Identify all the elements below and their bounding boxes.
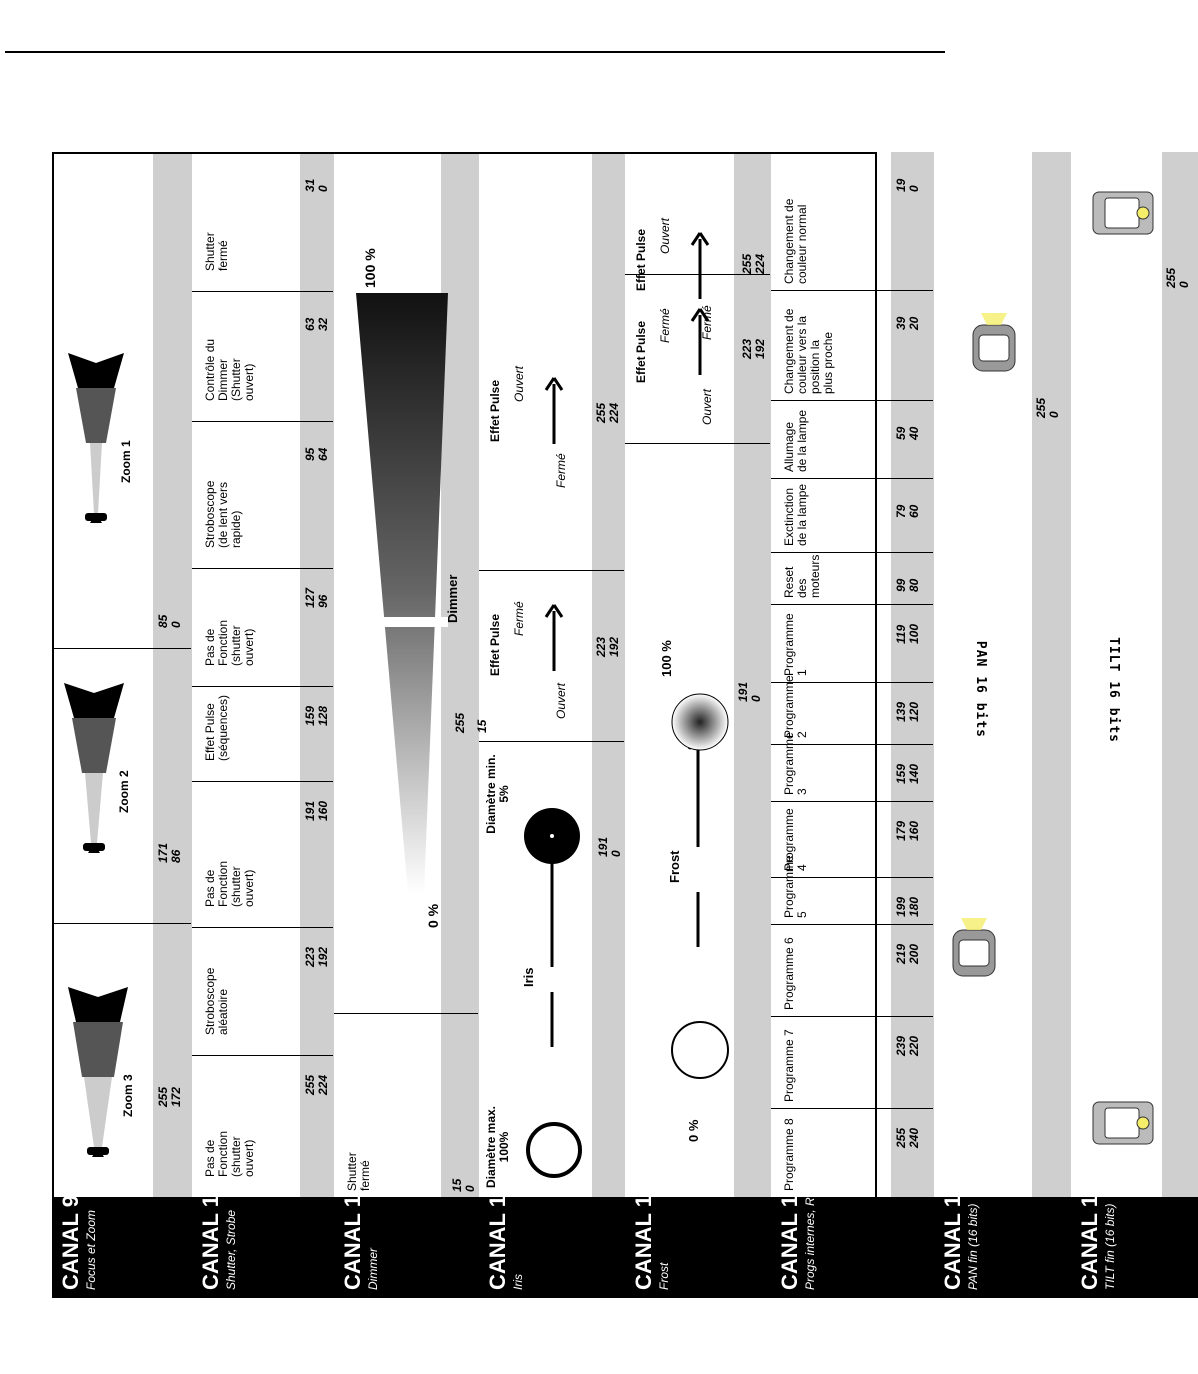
range-low: 0 <box>907 185 921 192</box>
range-high: 191 <box>736 681 750 702</box>
shutter-closed-label: Shutter fermé <box>345 1152 372 1191</box>
range-high: 127 <box>303 587 317 608</box>
channel-14-function-label: Reset des moteurs <box>782 554 822 598</box>
channel-10-function-label: Stroboscope (de lent vers rapide) <box>203 480 243 548</box>
channel-subtitle: Shutter, Strobe <box>224 1209 238 1290</box>
range-high: 159 <box>894 763 908 784</box>
range-high: 95 <box>303 447 317 461</box>
channel-14-cell <box>771 1016 933 1108</box>
range-low: 15 <box>475 719 489 733</box>
diameter-min-label: Diamètre min. 5% <box>484 754 511 834</box>
dimmer-max-label: 100 % <box>362 248 378 288</box>
channel-subtitle: Focus et Zoom <box>84 1209 98 1290</box>
range-low: 172 <box>169 1086 183 1107</box>
closed-label: Fermé <box>554 453 568 488</box>
channel-10-cell <box>192 421 333 568</box>
channel-subtitle: Frost <box>657 1262 671 1290</box>
range-low: 192 <box>316 946 330 967</box>
channel-10-cell <box>192 781 333 927</box>
channel-16-row <box>1071 152 1198 1298</box>
iris-closed-icon <box>522 806 582 866</box>
channel-15-header <box>934 1182 1070 1298</box>
range-high: 255 <box>740 253 754 274</box>
dmx-channel-sheet <box>52 152 1191 1298</box>
range-high: 19 <box>894 178 908 192</box>
tilt-16-bits-label: TILT 16 bits <box>1106 637 1121 743</box>
closed-label: Fermé <box>512 601 526 636</box>
open-label: Ouvert <box>512 365 526 402</box>
pan-head-icon-right <box>969 313 1019 373</box>
channel-subtitle: TILT fin (16 bits) <box>1103 1203 1117 1290</box>
channel-title: CANAL 14 <box>777 1182 802 1290</box>
channel-subtitle: PAN fin (16 bits) <box>966 1203 980 1290</box>
frost-min-label: 0 % <box>686 1119 701 1142</box>
range-high: 191 <box>596 836 610 857</box>
range-high: 255 <box>1034 397 1048 418</box>
pulse-label: Effet Pulse <box>488 613 502 676</box>
range-low: 64 <box>316 447 330 461</box>
range-low: 40 <box>907 426 921 440</box>
range-low: 0 <box>749 695 763 702</box>
channel-14-cell <box>771 1108 933 1197</box>
channel-9-row <box>52 152 192 1298</box>
zoom-label: Zoom 2 <box>117 770 131 813</box>
open-label: Ouvert <box>658 217 672 254</box>
channel-14-function-label: Programme 4 <box>782 808 809 871</box>
range-high: 255 <box>894 1127 908 1148</box>
range-high: 255 <box>594 402 608 423</box>
pulse-arrow <box>537 374 577 444</box>
pulse-arrow <box>537 601 577 671</box>
channel-title: CANAL 9 <box>58 1195 83 1290</box>
channel-10-cell <box>192 568 333 686</box>
tilt-head-icon-right <box>1091 188 1155 238</box>
frost-clear-icon <box>670 1020 730 1080</box>
range-low: 120 <box>907 701 921 722</box>
range-high: 223 <box>594 636 608 657</box>
channel-14-cell <box>771 400 933 478</box>
zoom-3-beam <box>68 987 128 1157</box>
range-high: 119 <box>894 624 908 644</box>
range-low: 96 <box>316 594 330 608</box>
channel-9-header <box>52 1197 191 1298</box>
range-high: 223 <box>740 338 754 359</box>
channel-14-cell <box>771 675 933 744</box>
frost-full-icon <box>670 692 730 752</box>
channel-title: CANAL 11 <box>340 1184 365 1290</box>
range-low: 224 <box>753 253 767 274</box>
channel-subtitle: Dimmer <box>366 1248 380 1290</box>
channel-10-cell <box>192 927 333 1055</box>
range-high: 171 <box>156 842 170 863</box>
range-low: 140 <box>907 763 921 784</box>
channel-10-function-label: Stroboscope aléatoire <box>203 967 230 1035</box>
channel-16-header <box>1071 1182 1198 1298</box>
channel-13-row <box>625 152 771 1298</box>
range-high: 85 <box>156 614 170 628</box>
channel-10-cell <box>192 291 333 421</box>
channel-14-cell <box>771 801 933 877</box>
range-high: 59 <box>894 426 908 440</box>
channel-title: CANAL 16 <box>1077 1182 1102 1290</box>
range-high: 79 <box>894 504 908 518</box>
range-low: 20 <box>907 316 921 330</box>
channel-15-row <box>934 152 1071 1298</box>
range-high: 255 <box>453 712 467 733</box>
channel-14-function-label: Programme 6 <box>782 937 796 1010</box>
range-low: 224 <box>607 402 621 423</box>
channel-14-function-label: Programme 5 <box>782 855 809 918</box>
range-low: 180 <box>907 896 921 917</box>
range-low: 0 <box>463 1185 477 1192</box>
range-low: 200 <box>907 943 921 964</box>
frost-label: Frost <box>667 850 682 883</box>
range-low: 80 <box>907 578 921 592</box>
range-low: 0 <box>609 850 623 857</box>
diameter-max-label: Diamètre max. 100% <box>484 1105 511 1189</box>
range-low: 160 <box>907 820 921 841</box>
range-high: 219 <box>894 943 908 964</box>
channel-10-function-label: Pas de Fonction (shutter ouvert) <box>203 860 256 907</box>
channel-10-row <box>192 152 334 1298</box>
channel-10-function-label: Contrôle du Dimmer (Shutter ouvert) <box>203 338 256 401</box>
range-high: 255 <box>156 1086 170 1107</box>
channel-14-function-label: Programme 1 <box>782 613 809 676</box>
pulse-label: Effet Pulse <box>488 379 502 442</box>
channel-10-cell <box>192 1055 333 1197</box>
iris-open-icon <box>524 1120 584 1180</box>
range-high: 199 <box>894 896 908 917</box>
pulse-label: Effet Pulse <box>634 320 648 383</box>
range-low: 128 <box>316 705 330 726</box>
channel-10-function-label: Pas de Fonction (shutter ouvert) <box>203 619 256 666</box>
dimmer-label: Dimmer <box>445 574 460 623</box>
channel-14-cell <box>771 152 933 290</box>
range-high: 139 <box>894 701 908 722</box>
channel-14-function-label: Programme 2 <box>782 675 809 738</box>
zoom-label: Zoom 3 <box>121 1074 135 1117</box>
range-high: 159 <box>303 705 317 726</box>
channel-14-cell <box>771 290 933 400</box>
closed-label: Fermé <box>658 308 672 343</box>
channel-14-function-label: Programme 8 <box>782 1118 796 1191</box>
channel-14-function-label: Allumage de la lampe <box>782 409 809 472</box>
top-rule <box>5 51 945 53</box>
channel-10-function-label: Pas de Fonction (shutter ouvert) <box>203 1130 256 1177</box>
channel-10-header <box>192 1182 333 1298</box>
channel-14-row <box>771 152 934 1298</box>
range-high: 39 <box>894 316 908 330</box>
range-low: 160 <box>316 800 330 821</box>
zoom-2-beam <box>64 683 124 853</box>
range-low: 240 <box>907 1127 921 1148</box>
channel-14-cell <box>771 855 933 924</box>
frost-max-label: 100 % <box>659 640 674 677</box>
channel-13-header <box>625 1182 770 1298</box>
channel-title: CANAL 15 <box>940 1182 965 1290</box>
channel-14-cell <box>771 604 933 682</box>
range-low: 224 <box>316 1074 330 1095</box>
open-label: Ouvert <box>700 388 714 425</box>
channel-14-function-label: Exctinction de la lampe <box>782 483 809 546</box>
pulse-arrow <box>683 229 723 299</box>
range-high: 179 <box>894 820 908 841</box>
range-high: 223 <box>303 946 317 967</box>
pan-16-bits-label: PAN 16 bits <box>973 640 988 738</box>
range-high: 31 <box>303 178 317 192</box>
iris-label: Iris <box>521 967 536 987</box>
channel-subtitle: Progs internes, Reset <box>803 1174 817 1290</box>
range-low: 192 <box>753 338 767 359</box>
channel-10-function-label: Effet Pulse (séquences) <box>203 694 230 761</box>
range-low: 220 <box>907 1035 921 1056</box>
tilt-head-icon-left <box>1091 1098 1155 1148</box>
range-low: 0 <box>1177 281 1191 288</box>
open-label: Ouvert <box>554 682 568 719</box>
channel-12-header <box>479 1182 624 1298</box>
channel-14-cell <box>771 732 933 801</box>
channel-14-function-label: Programme 3 <box>782 732 809 795</box>
channel-10-cell <box>192 152 333 291</box>
range-low: 32 <box>316 317 330 331</box>
zoom-1-beam <box>66 353 126 523</box>
range-low: 0 <box>169 621 183 628</box>
range-high: 239 <box>894 1035 908 1056</box>
range-high: 15 <box>450 1178 464 1192</box>
range-low: 0 <box>316 185 330 192</box>
range-high: 63 <box>303 317 317 331</box>
closed-label: Fermé <box>700 305 714 340</box>
channel-14-cell <box>771 478 933 552</box>
range-low: 100 <box>907 623 921 644</box>
range-low: 60 <box>907 504 921 518</box>
channel-12-row <box>479 152 625 1298</box>
range-low: 192 <box>607 636 621 657</box>
channel-14-function-label: Programme 7 <box>782 1029 796 1102</box>
zoom-label: Zoom 1 <box>119 440 133 483</box>
dimmer-gradient-bar <box>348 293 448 893</box>
pulse-label: Effet Pulse <box>634 228 648 291</box>
range-high: 99 <box>894 578 908 592</box>
channel-14-header <box>771 1174 933 1298</box>
channel-10-function-label: Shutter fermé <box>203 232 230 271</box>
channel-10-cell <box>192 686 333 781</box>
range-high: 191 <box>303 800 317 821</box>
range-low: 86 <box>169 849 183 863</box>
channel-title: CANAL 13 <box>631 1182 656 1290</box>
channel-14-function-label: Changement de couleur normal <box>782 198 809 284</box>
pan-head-icon-left <box>949 918 999 978</box>
range-high: 255 <box>1164 267 1178 288</box>
channel-14-cell <box>771 924 933 1016</box>
range-high: 255 <box>303 1074 317 1095</box>
channel-title: CANAL 12 <box>485 1182 510 1290</box>
dimmer-min-label: 0 % <box>425 903 441 928</box>
channel-title: CANAL 10 <box>198 1182 223 1290</box>
channel-subtitle: Iris <box>511 1274 525 1290</box>
channel-14-cell <box>771 552 933 604</box>
frost-arrow <box>681 727 721 947</box>
channel-14-function-label: Changement de couleur vers la position la plus proche <box>782 308 835 394</box>
channel-11-row <box>334 152 489 1298</box>
range-low: 0 <box>1047 411 1061 418</box>
